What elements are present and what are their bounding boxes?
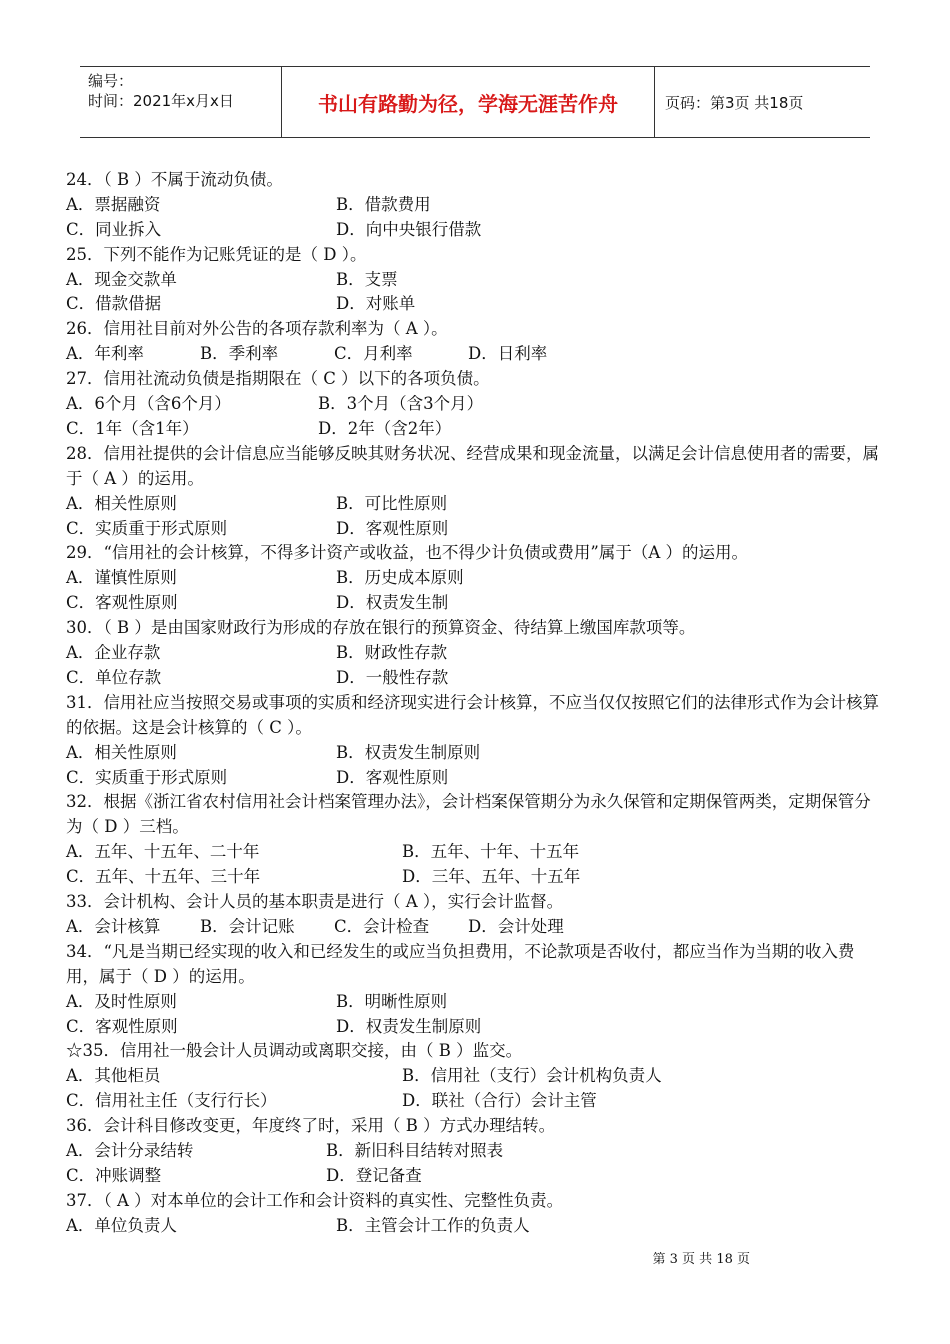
answer-option: A．五年、十五年、二十年 <box>66 842 260 862</box>
answer-option: C．信用社主任（支行行长） <box>66 1091 277 1111</box>
question-list <box>66 168 886 1239</box>
answer-option: D．一般性存款 <box>336 667 449 687</box>
answer-option: D．登记备查 <box>326 1165 422 1185</box>
answer-option: C．月利率 <box>334 344 413 364</box>
answer-option: C．借款借据 <box>66 294 162 314</box>
option-row <box>66 666 886 691</box>
question-stem: 25．下列不能作为记账凭证的是（ D ）。 <box>66 244 367 264</box>
option-row <box>66 566 886 591</box>
answer-option: B．五年、十年、十五年 <box>402 842 580 862</box>
question-stem: 27．信用社流动负债是指期限在（ C ）以下的各项负债。 <box>66 369 490 389</box>
option-row <box>66 1089 886 1114</box>
question-stem: ☆35．信用社一般会计人员调动或离职交接，由（ B ）监交。 <box>66 1041 523 1061</box>
question-stem: 30．（ B ）是由国家财政行为形成的存放在银行的预算资金、待结算上缴国库款项等。 <box>66 618 696 638</box>
answer-option: D．客观性原则 <box>336 518 449 538</box>
answer-option: D．权责发生制 <box>336 593 449 613</box>
answer-option: D．权责发生制原则 <box>336 1016 482 1036</box>
option-row <box>66 766 886 791</box>
option-row <box>66 1064 886 1089</box>
option-row <box>66 641 886 666</box>
option-row <box>66 392 886 417</box>
option-row <box>66 492 886 517</box>
question-stem: 24．（ B ）不属于流动负债。 <box>66 170 283 189</box>
answer-option: C．实质重于形式原则 <box>66 767 228 787</box>
page-header <box>80 66 870 138</box>
question-stem: 31．信用社应当按照交易或事项的实质和经济现实进行会计核算，不应当仅仅按照它们的法律形式作为会计核算的依据。这是会计核算的（ C ）。 <box>66 692 879 737</box>
option-row <box>66 292 886 317</box>
time-label: 时间：2021年x月x日 <box>88 92 234 110</box>
option-row <box>66 591 886 616</box>
question-stem: 28．信用社提供的会计信息应当能够反映其财务状况、经营成果和现金流量，以满足会计信息使用者的需要，属于（ A ）的运用。 <box>66 443 879 488</box>
answer-option: B．3个月（含3个月） <box>318 394 484 414</box>
answer-option: B．可比性原则 <box>336 493 448 513</box>
header-page-info: 页码：第3页 共18页 <box>665 93 804 112</box>
answer-option: C．客观性原则 <box>66 1016 178 1036</box>
answer-option: B．主管会计工作的负责人 <box>336 1215 530 1235</box>
option-row <box>66 517 886 542</box>
answer-option: D．会计处理 <box>468 916 564 936</box>
answer-option: B．新旧科目结转对照表 <box>326 1141 504 1160</box>
option-row <box>66 1164 886 1189</box>
option-row <box>66 218 886 243</box>
question-stem: 37．（ A ）对本单位的会计工作和会计资料的真实性、完整性负责。 <box>66 1190 564 1210</box>
answer-option: B．借款费用 <box>336 194 431 214</box>
option-row <box>66 1015 886 1040</box>
answer-option: D．2年（含2年） <box>318 418 452 438</box>
option-row <box>66 1214 886 1239</box>
option-row <box>66 417 886 442</box>
answer-option: A．会计核算 <box>66 916 161 936</box>
answer-option: C．1年（含1年） <box>66 418 199 438</box>
option-row <box>66 193 886 218</box>
answer-option: C．同业拆入 <box>66 219 162 239</box>
answer-option: D．三年、五年、十五年 <box>402 867 581 887</box>
answer-option: D．对账单 <box>336 294 416 314</box>
option-row <box>66 268 886 293</box>
answer-option: A．相关性原则 <box>66 493 177 513</box>
option-row <box>66 915 886 940</box>
question-stem: 26．信用社目前对外公告的各项存款利率为（ A ）。 <box>66 319 448 339</box>
answer-option: A．年利率 <box>66 344 144 364</box>
answer-option: A．6个月（含6个月） <box>66 394 231 414</box>
answer-option: D．向中央银行借款 <box>336 219 482 239</box>
option-row <box>66 1139 886 1164</box>
answer-option: B．信用社（支行）会计机构负责人 <box>402 1066 662 1086</box>
number-label: 编号： <box>88 72 134 90</box>
answer-option: B．会计记账 <box>200 916 295 936</box>
answer-option: C．会计检查 <box>334 916 430 936</box>
answer-option: C．客观性原则 <box>66 593 178 613</box>
page-footer: 第 3 页 共 18 页 <box>652 1252 750 1267</box>
answer-option: A．企业存款 <box>66 643 161 663</box>
question-stem: 34．“凡是当期已经实现的收入和已经发生的或应当负担费用，不论款项是否收付，都应当作为当期的收入费用，属于（ D ）的运用。 <box>66 941 855 986</box>
header-motto: 书山有路勤为径，学海无涯苦作舟 <box>282 67 655 137</box>
option-row <box>66 840 886 865</box>
answer-option: C．五年、十五年、三十年 <box>66 867 261 887</box>
answer-option: D．客观性原则 <box>336 767 449 787</box>
question-stem: 32．根据《浙江省农村信用社会计档案管理办法》，会计档案保管期分为永久保管和定期保管两类，定期保管分为（ D ）三档。 <box>66 792 871 837</box>
answer-option: A．其他柜员 <box>66 1066 161 1086</box>
answer-option: B．支票 <box>336 269 398 289</box>
answer-option: A．现金交款单 <box>66 269 177 289</box>
answer-option: A．相关性原则 <box>66 742 177 762</box>
answer-option: B．财政性存款 <box>336 643 448 663</box>
answer-option: B．历史成本原则 <box>336 568 464 588</box>
answer-option: B．权责发生制原则 <box>336 742 481 762</box>
option-row <box>66 865 886 890</box>
answer-option: A．谨慎性原则 <box>66 568 177 588</box>
question-stem: 33．会计机构、会计人员的基本职责是进行（ A ），实行会计监督。 <box>66 892 564 912</box>
answer-option: B．季利率 <box>200 344 279 364</box>
header-meta <box>80 67 282 137</box>
question-stem: 36．会计科目修改变更，年度终了时，采用（ B ）方式办理结转。 <box>66 1116 556 1136</box>
answer-option: C．单位存款 <box>66 667 162 687</box>
answer-option: D．联社（合行）会计主管 <box>402 1091 597 1111</box>
answer-option: D．日利率 <box>468 344 548 364</box>
answer-option: C．冲账调整 <box>66 1165 162 1185</box>
answer-option: A．单位负责人 <box>66 1215 177 1235</box>
answer-option: A．票据融资 <box>66 194 161 214</box>
answer-option: A．及时性原则 <box>66 991 177 1011</box>
option-row <box>66 741 886 766</box>
question-stem: 29．“信用社的会计核算，不得多计资产或收益，也不得少计负债或费用”属于（A ）的运用。 <box>66 543 749 563</box>
option-row <box>66 342 886 367</box>
answer-option: A．会计分录结转 <box>66 1141 194 1160</box>
option-row <box>66 990 886 1015</box>
answer-option: B．明晰性原则 <box>336 991 448 1011</box>
answer-option: C．实质重于形式原则 <box>66 518 228 538</box>
